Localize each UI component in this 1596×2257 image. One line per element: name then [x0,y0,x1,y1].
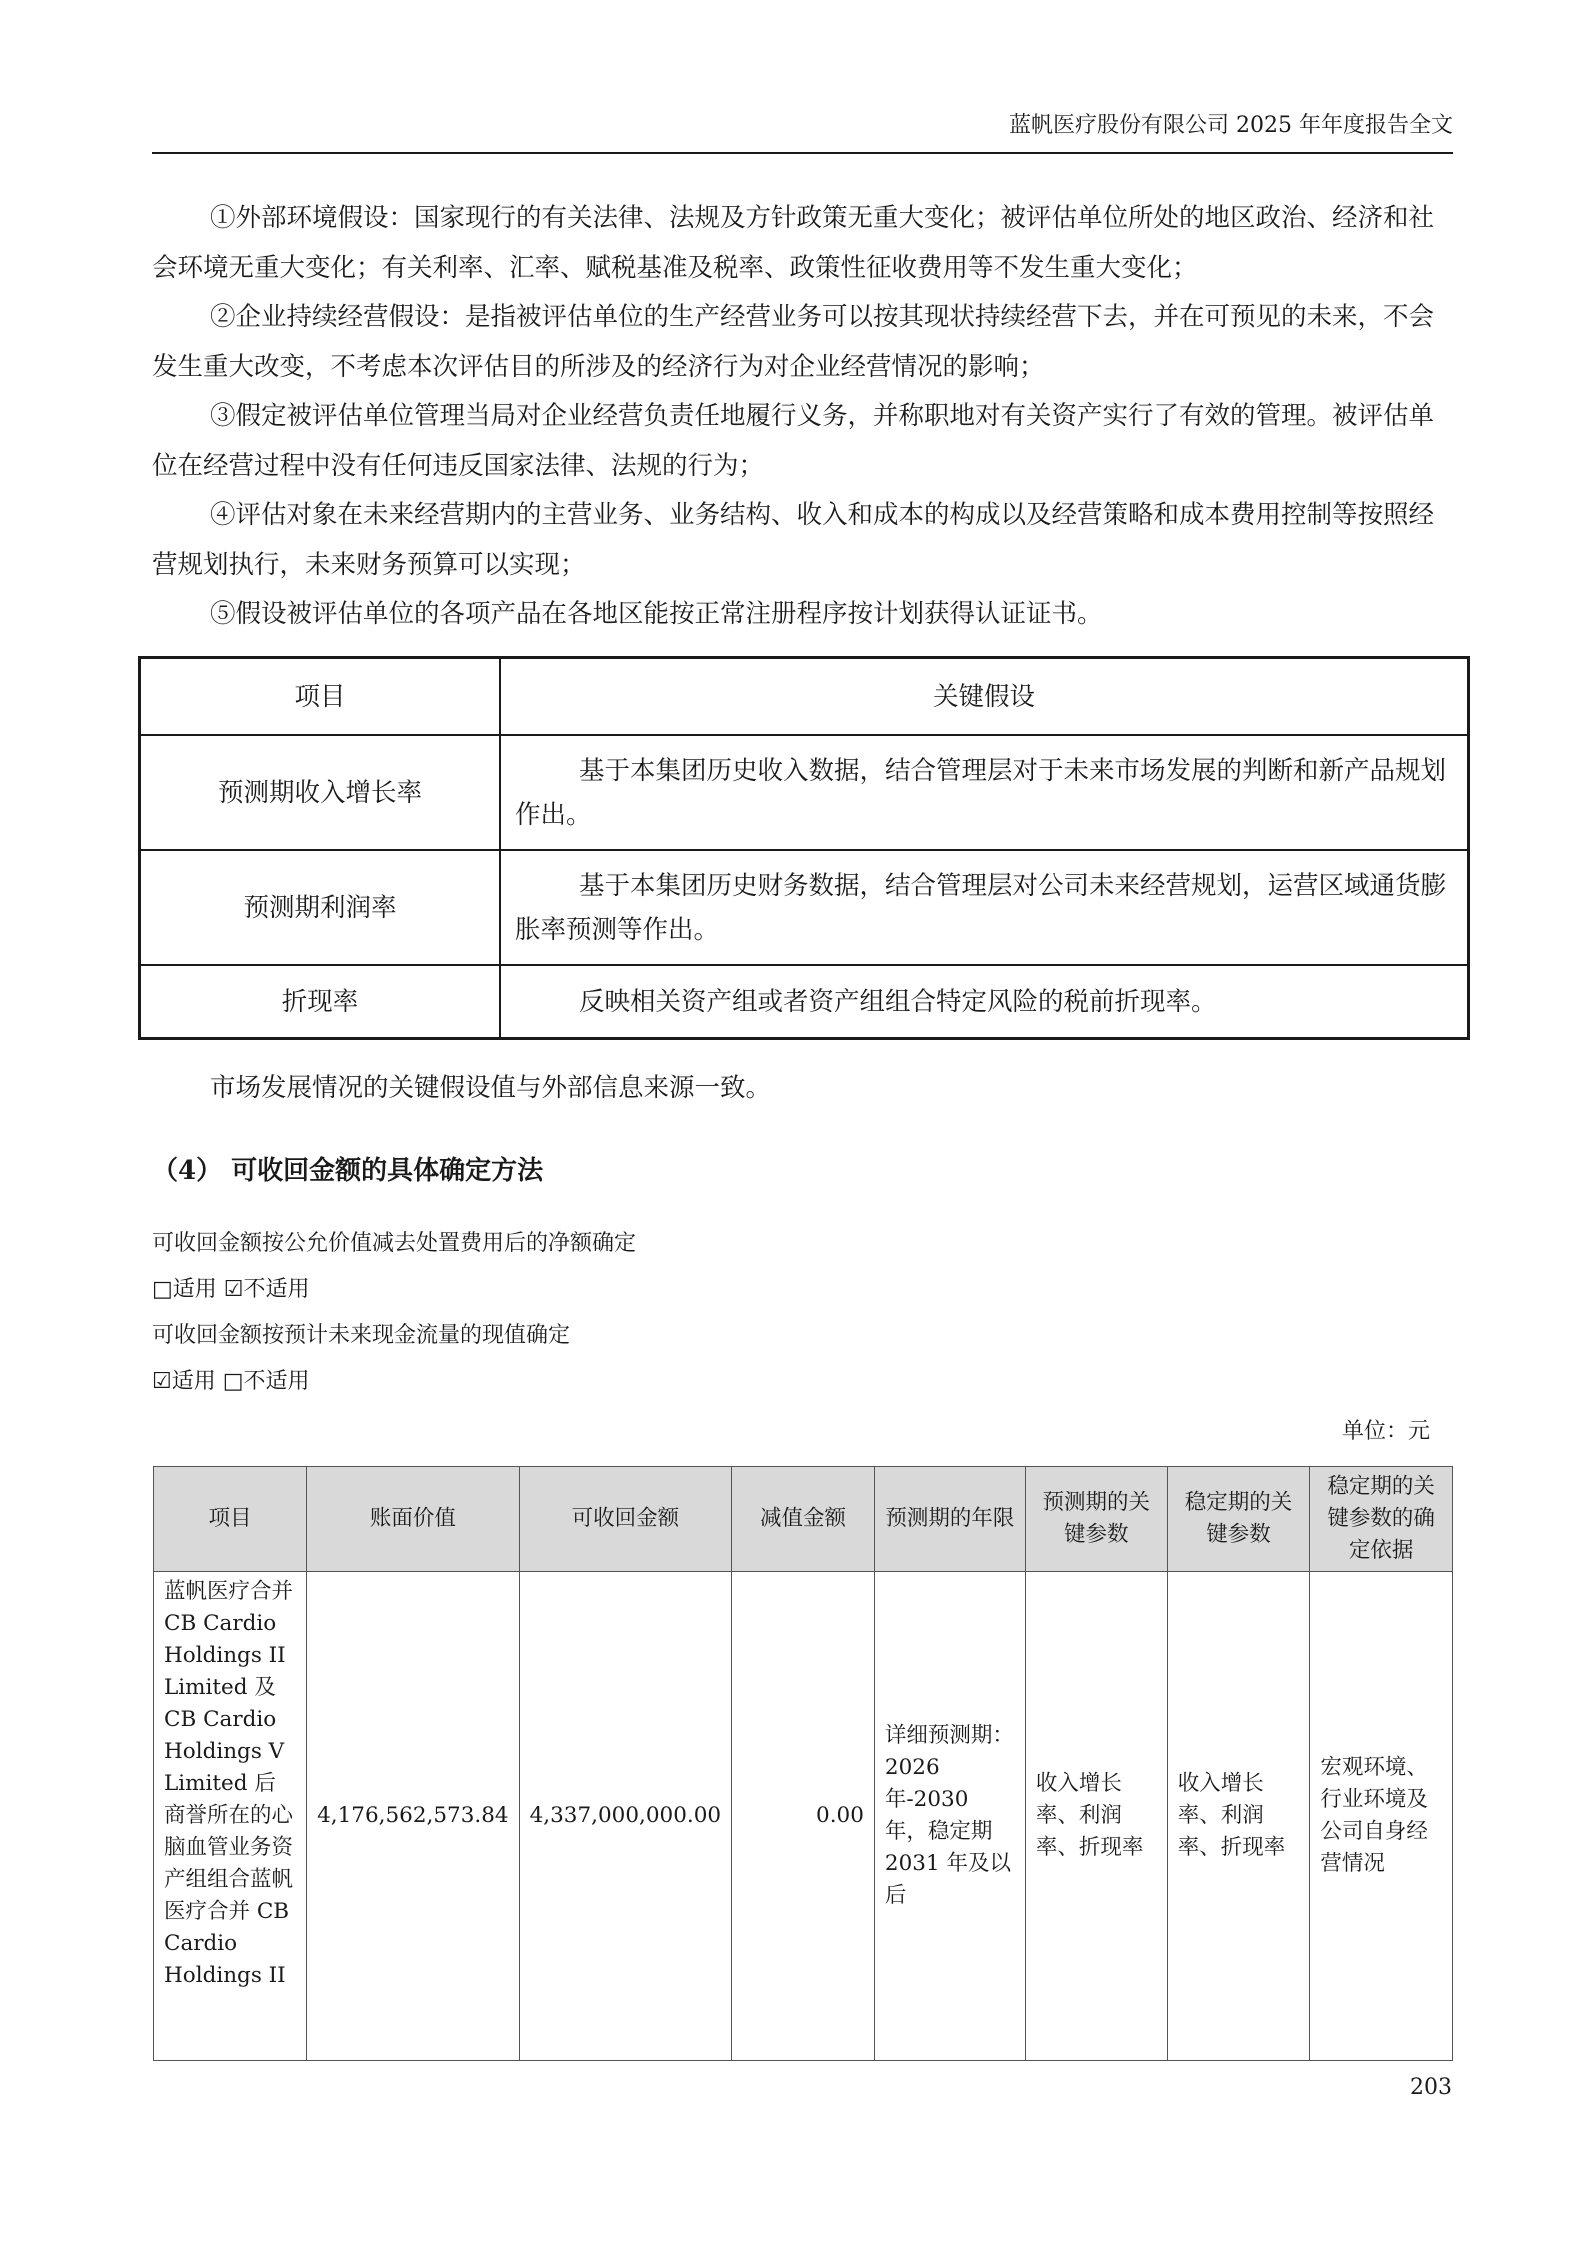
row-description: 基于本集团历史财务数据，结合管理层对公司未来经营规划，运营区域通货膨胀率预测等作出。 [500,850,1469,965]
row-item: 预测期收入增长率 [140,735,501,850]
column-header-recoverable-amount: 可收回金额 [519,1467,731,1572]
table-row [140,735,1469,850]
recoverable-amount-table [153,1466,1453,2061]
assumption-paragraph-5: ⑤假设被评估单位的各项产品在各地区能按正常注册程序按计划获得认证证书。 [210,599,1103,629]
assumption-paragraph-1: ①外部环境假设：国家现行的有关法律、法规及方针政策无重大变化；被评估单位所处的地区政治、经济和社会环境无重大变化；有关利率、汇率、赋税基准及税率、政策性征收费用等不发生重大变化； [152,203,1435,283]
assumption-paragraph-4: ④评估对象在未来经营期内的主营业务、业务结构、收入和成本的构成以及经营策略和成本费用控制等按照经营规划执行，未来财务预算可以实现； [152,500,1435,580]
column-header-forecast-period: 预测期的年限 [874,1467,1025,1572]
row-item: 预测期利润率 [140,850,501,965]
fair-value-options: □适用 ☑不适用 [152,1277,310,1302]
column-header-stable-params: 稳定期的关键参数 [1167,1467,1310,1572]
row-item: 蓝帆医疗合并 CB Cardio Holdings II Limited 及 CB Cardio Holdings V Limited 后商誉所在的心脑血管业务资产组组合蓝帆医疗合并 CB Cardio Holdings II [154,1572,307,2061]
table-row [140,850,1469,965]
row-description: 反映相关资产组或者资产组组合特定风险的税前折现率。 [500,965,1469,1039]
table-row [140,965,1469,1039]
table-header-row [140,658,1469,736]
row-recoverable-amount: 4,337,000,000.00 [519,1572,731,2061]
method-line-fair-value: 可收回金额按公允价值减去处置费用后的净额确定 [152,1231,637,1256]
column-header-impairment: 减值金额 [732,1467,875,1572]
column-header-forecast-params: 预测期的关键参数 [1025,1467,1167,1572]
row-forecast-period: 详细预测期：2026 年-2030 年，稳定期 2031 年及以后 [874,1572,1025,2061]
report-header: 蓝帆医疗股份有限公司 2025 年年度报告全文 [1009,113,1453,138]
table-header-row [154,1467,1453,1572]
after-table-text: 市场发展情况的关键假设值与外部信息来源一致。 [210,1073,772,1103]
table-row [154,1572,1453,2061]
key-assumptions-table [138,656,1470,1040]
column-header-item: 项目 [154,1467,307,1572]
column-header-stable-basis: 稳定期的关键参数的确定依据 [1310,1467,1453,1572]
row-description: 基于本集团历史收入数据，结合管理层对于未来市场发展的判断和新产品规划作出。 [500,735,1469,850]
row-stable-basis: 宏观环境、行业环境及公司自身经营情况 [1310,1572,1453,2061]
page-number: 203 [1410,2075,1452,2100]
row-forecast-params: 收入增长率、利润率、折现率 [1025,1572,1167,2061]
assumption-paragraph-3: ③假定被评估单位管理当局对企业经营负责任地履行义务，并称职地对有关资产实行了有效的管理。被评估单位在经营过程中没有任何违反国家法律、法规的行为； [152,401,1435,481]
assumption-paragraph-2: ②企业持续经营假设：是指被评估单位的生产经营业务可以按其现状持续经营下去，并在可预见的未来，不会发生重大改变，不考虑本次评估目的所涉及的经济行为对企业经营情况的影响； [152,302,1435,382]
header-rule [152,152,1453,154]
column-header-book-value: 账面价值 [307,1467,519,1572]
unit-label: 单位：元 [1341,1419,1430,1444]
column-header-key-assumption: 关键假设 [500,658,1469,736]
row-item: 折现率 [140,965,501,1039]
method-line-cash-flow: 可收回金额按预计未来现金流量的现值确定 [152,1323,571,1348]
cash-flow-options: ☑适用 □不适用 [152,1369,310,1394]
section-heading: （4） 可收回金额的具体确定方法 [152,1156,544,1186]
row-impairment: 0.00 [732,1572,875,2061]
row-book-value: 4,176,562,573.84 [307,1572,519,2061]
row-stable-params: 收入增长率、利润率、折现率 [1167,1572,1310,2061]
column-header-item: 项目 [140,658,501,736]
